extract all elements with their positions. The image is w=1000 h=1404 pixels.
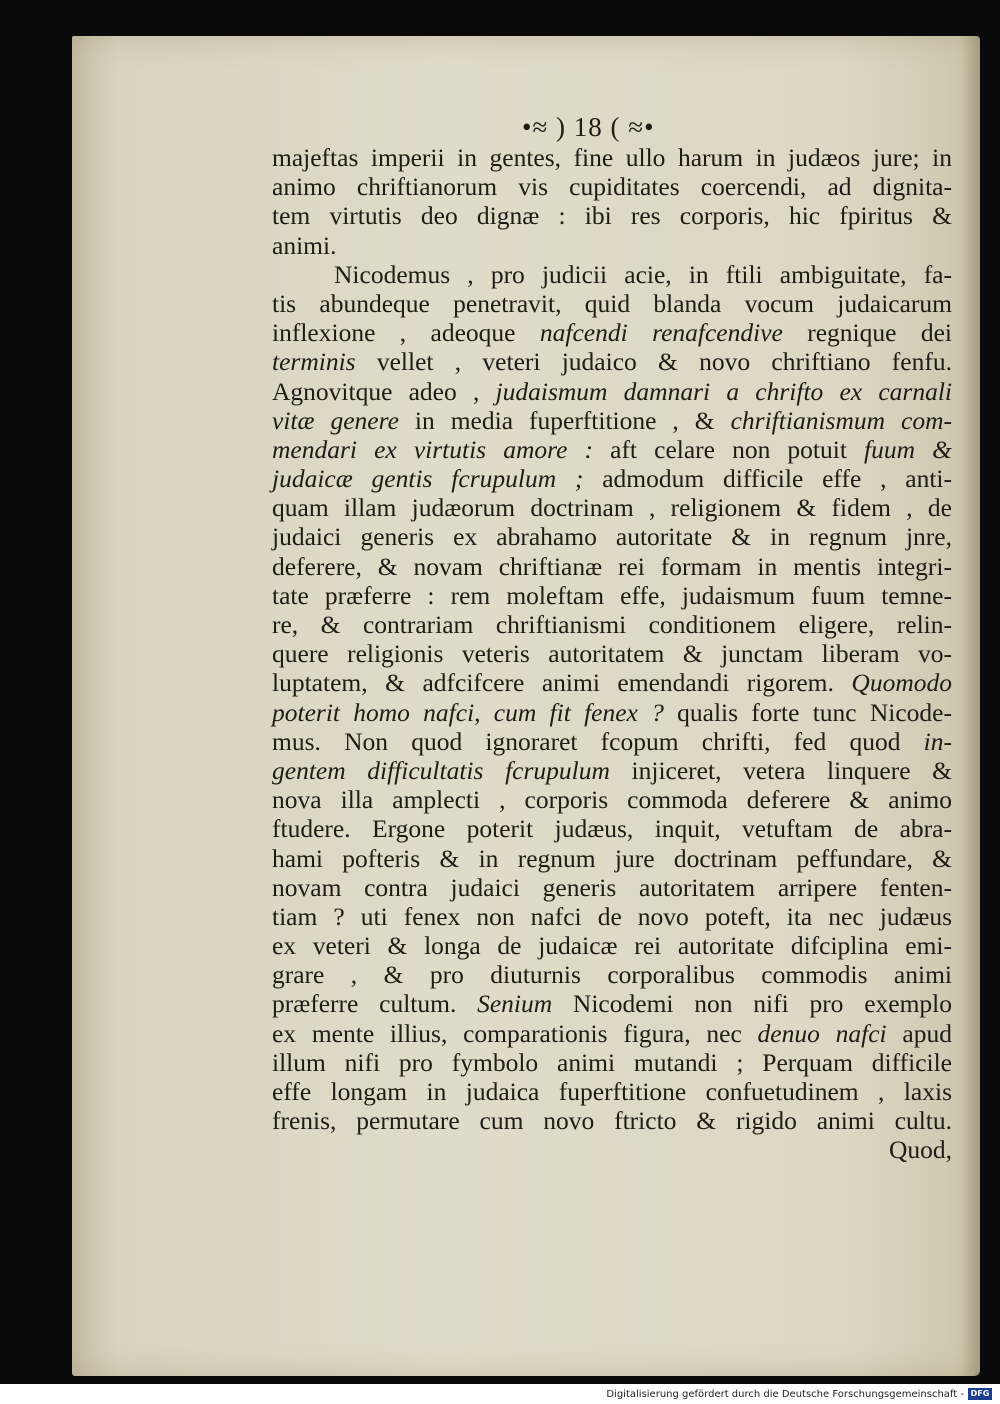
- text-segment: regnique dei: [782, 318, 952, 348]
- text-line: [272, 522, 952, 551]
- text-segment: quam illam judæorum doctrinam , religionem & fidem , de: [272, 493, 952, 523]
- text-line: [272, 844, 952, 873]
- italic-text-segment: Quomodo: [851, 668, 952, 698]
- text-line: [272, 902, 952, 931]
- text-line: [272, 1019, 952, 1048]
- text-segment: apud: [886, 1018, 952, 1048]
- text-segment: tem virtutis deo dignæ : ibi res corporis, hic fpiritus &: [272, 201, 952, 231]
- text-segment: ex mente illius, comparationis figura, nec: [272, 1018, 758, 1048]
- text-segment: mus. Non quod ignoraret fcopum chrifti, fed quod: [272, 726, 924, 756]
- text-segment: deferere, & novam chriftianæ rei formam in mentis integri-: [272, 551, 952, 581]
- text-line: [272, 260, 952, 289]
- italic-text-segment: chriftianismum com-: [730, 405, 952, 435]
- text-segment: vellet , veteri judaico & novo chriftiano fenfu.: [355, 347, 952, 377]
- text-segment: tate præferre : rem moleftam effe, judaismum fuum temne-: [272, 580, 952, 610]
- italic-text-segment: fuum &: [864, 434, 952, 464]
- text-segment: præferre cultum.: [272, 989, 478, 1019]
- text-segment: grare , & pro diuturnis corporalibus commodis animi: [272, 960, 952, 990]
- text-segment: inflexione , adeoque: [272, 318, 540, 348]
- italic-text-segment: in-: [923, 726, 952, 756]
- text-segment: hami pofteris & in regnum jure doctrinam peffundare, &: [272, 843, 952, 873]
- text-line: [272, 989, 952, 1018]
- italic-text-segment: judaismum damnari a chrifto ex carnali: [495, 376, 952, 406]
- text-segment: quere religionis veteris autoritatem & junctam liberam vo-: [272, 639, 952, 669]
- text-segment: novam contra judaici generis autoritatem arripere fenten-: [272, 872, 952, 902]
- text-segment: animi.: [272, 230, 337, 260]
- italic-text-segment: judaicæ gentis fcrupulum ;: [272, 464, 584, 494]
- text-segment: Nicodemus , pro judicii acie, in ftili ambiguitate, fa-: [334, 259, 952, 289]
- catchword: Quod,: [888, 1135, 952, 1165]
- text-line: [272, 406, 952, 435]
- text-line: [272, 377, 952, 406]
- text-line: [272, 814, 952, 843]
- text-segment: admodum difficile effe , anti-: [583, 464, 952, 494]
- text-segment: in media fuperftitione , &: [398, 405, 731, 435]
- text-segment: re, & contrariam chriftianismi conditionem eligere, relin-: [272, 610, 952, 639]
- text-segment: qualis forte tunc Nicode-: [663, 697, 952, 727]
- italic-text-segment: poterit homo nafci, cum fit fenex ?: [272, 697, 664, 727]
- text-line: [272, 960, 952, 989]
- text-line: [272, 201, 952, 230]
- text-line: [272, 318, 952, 347]
- text-line: [272, 639, 952, 668]
- text-line: [272, 756, 952, 785]
- italic-text-segment: nafcendi renafcendive: [539, 318, 783, 348]
- text-line: [272, 1106, 952, 1135]
- text-segment: frenis, permutare cum novo ftricto & rigido animi cultu.: [272, 1106, 952, 1136]
- italic-text-segment: Senium: [477, 989, 553, 1019]
- text-line: [272, 668, 952, 697]
- text-segment: illum nifi pro fymbolo animi mutandi ; Perquam difficile: [272, 1047, 952, 1077]
- text-segment: injiceret, vetera linquere &: [609, 755, 952, 785]
- text-line: [272, 347, 952, 376]
- text-segment: ftudere. Ergone poterit judæus, inquit, vetuftam de abra-: [272, 814, 952, 844]
- text-line: [272, 931, 952, 960]
- text-segment: tis abundeque penetravit, quid blanda vocum judaicarum: [272, 288, 952, 318]
- text-line: [272, 1077, 952, 1106]
- text-segment: judaici generis ex abrahamo autoritate & in regnum jnre,: [272, 522, 952, 552]
- italic-text-segment: denuo nafci: [757, 1018, 887, 1048]
- text-segment: Nicodemi non nifi pro exemplo: [552, 989, 953, 1019]
- text-line: [272, 581, 952, 610]
- text-line: [272, 172, 952, 201]
- text-line: [272, 493, 952, 522]
- text-segment: Agnovitque adeo ,: [272, 376, 496, 406]
- text-segment: ex veteri & longa de judaicæ rei autoritate difciplina emi-: [272, 931, 952, 961]
- page-number-header: •≈ ) 18 ( ≈•: [522, 112, 655, 142]
- italic-text-segment: terminis: [272, 347, 356, 377]
- text-line: [272, 289, 952, 318]
- text-line: [272, 698, 952, 727]
- dfg-logo: DFG: [968, 1388, 992, 1400]
- text-line: [272, 231, 952, 260]
- digitization-credit: Digitalisierung gefördert durch die Deutsche Forschungsgemeinschaft -: [606, 1389, 964, 1400]
- text-segment: majeftas imperii in gentes, fine ullo harum in judæos jure; in: [272, 143, 952, 172]
- body-text: [272, 143, 952, 1165]
- italic-text-segment: vitæ genere: [272, 405, 399, 435]
- text-line: [272, 464, 952, 493]
- text-line: [272, 727, 952, 756]
- text-line: [272, 143, 952, 172]
- text-line: [272, 873, 952, 902]
- text-segment: aft celare non potuit: [593, 434, 865, 464]
- text-line: [272, 785, 952, 814]
- text-segment: animo chriftianorum vis cupiditates coercendi, ad dignita-: [272, 172, 952, 202]
- text-segment: effe longam in judaica fuperftitione confuetudinem , laxis: [272, 1077, 952, 1106]
- text-line: [272, 435, 952, 464]
- text-line: [272, 1048, 952, 1077]
- text-segment: nova illa amplecti , corporis commoda deferere & animo: [272, 785, 952, 815]
- italic-text-segment: gentem difficultatis fcrupulum: [272, 755, 610, 785]
- text-line: [272, 610, 952, 639]
- text-segment: tiam ? uti fenex non nafci de novo poteft, ita nec judæus: [272, 901, 952, 931]
- italic-text-segment: mendari ex virtutis amore :: [272, 434, 594, 464]
- text-line: [272, 552, 952, 581]
- text-segment: luptatem, & adfcifcere animi emendandi rigorem.: [272, 668, 852, 698]
